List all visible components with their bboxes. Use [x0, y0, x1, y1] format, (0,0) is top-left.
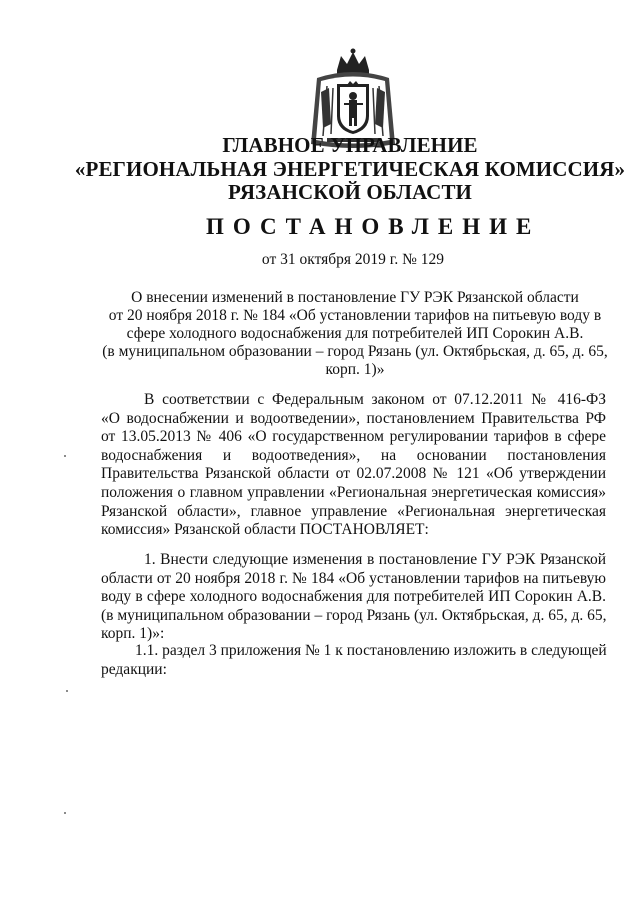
subject-line: корп. 1)»	[325, 361, 385, 378]
item-1-1-line: 1.1. раздел 3 приложения № 1 к постановлению изложить в следующей	[135, 642, 607, 659]
preamble-line: «О водоснабжении и водоотведении», постановлением Правительства РФ	[101, 409, 606, 427]
preamble-line: комиссия» Рязанской области ПОСТАНОВЛЯЕТ:	[101, 521, 429, 539]
item-1-line: области от 20 ноября 2018 г. № 184 «Об установлении тарифов на питьевую	[101, 569, 606, 587]
preamble-line: от 13.05.2013 № 406 «О государственном регулировании тарифов в сфере	[101, 428, 606, 446]
preamble-line: В соответствии с Федеральным законом от 07.12.2011 № 416-ФЗ	[144, 391, 606, 408]
authority-name-line-1: ГЛАВНОЕ УПРАВЛЕНИЕ	[222, 133, 478, 157]
item-1-line: воду в сфере холодного водоснабжения для потребителей ИП Сорокин А.В.	[101, 588, 606, 606]
preamble-line: Рязанской области», главное управление «Региональная энергетическая	[101, 502, 606, 520]
scan-speck	[64, 812, 66, 814]
preamble-line: положения о главном управлении «Региональная энергетическая комиссия»	[101, 483, 606, 501]
item-1-line: 1. Внести следующие изменения в постановление ГУ РЭК Рязанской	[144, 551, 606, 568]
item-1-line: (в муниципальном образовании – город Рязань (ул. Октябрьская, д. 65, д. 65,	[101, 606, 607, 624]
item-1-1-paragraph	[101, 642, 606, 679]
preamble-paragraph	[101, 391, 606, 540]
scan-speck	[64, 455, 66, 457]
subject-line: от 20 ноября 2018 г. № 184 «Об установлении тарифов на питьевую воду в	[108, 307, 602, 324]
document-subject	[93, 289, 617, 379]
subject-line: сфере холодного водоснабжения для потребителей ИП Сорокин А.В.	[126, 325, 584, 342]
preamble-line: Правительства Рязанской области от 02.07.2008 № 121 «Об утверждении	[101, 465, 606, 483]
item-1-1-line: редакции:	[101, 660, 167, 678]
authority-name-line-2: «РЕГИОНАЛЬНАЯ ЭНЕРГЕТИЧЕСКАЯ КОМИССИЯ»	[74, 157, 626, 181]
preamble-line: водоснабжения и водоотведения», на основании постановления	[101, 446, 606, 464]
item-1-line: корп. 1)»:	[101, 625, 165, 643]
item-1-paragraph	[101, 551, 606, 644]
authority-name-line-3: РЯЗАНСКОЙ ОБЛАСТИ	[228, 180, 472, 204]
scan-speck	[66, 690, 68, 692]
subject-line: (в муниципальном образовании – город Рязань (ул. Октябрьская, д. 65, д. 65,	[102, 343, 608, 360]
document-title: ПОСТАНОВЛЕНИЕ	[206, 214, 541, 239]
subject-line: О внесении изменений в постановление ГУ РЭК Рязанской области	[131, 289, 579, 306]
date-and-number: от 31 октября 2019 г. № 129	[261, 251, 445, 268]
